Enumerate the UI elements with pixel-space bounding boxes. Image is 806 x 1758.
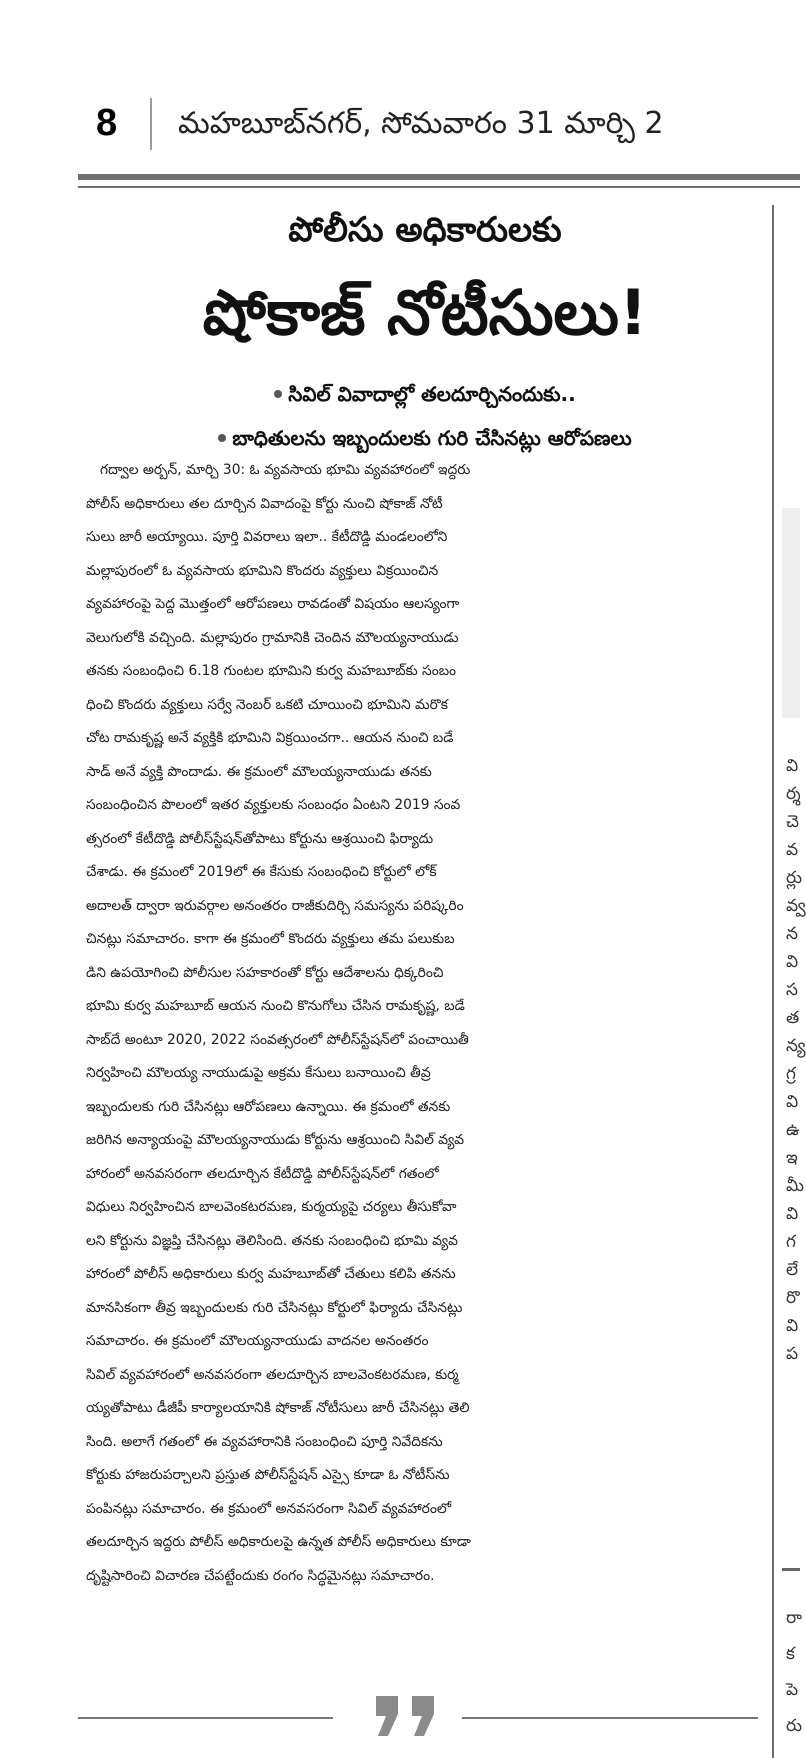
adjacent-fragment: మీ [786,1176,804,1196]
body-line: లని కోర్టును విజ్ఞప్తి చేసినట్లు తెలిసింది. తనకు సంబంధించి భూమి వ్యవ [86,1232,458,1249]
column-divider [772,205,774,1758]
body-line: గద్వాల అర్బన్, మార్చి 30: ఓ వ్యవసాయ భూమి వ్యవహారంలో ఇద్దరు [100,462,471,478]
body-line: కోర్టుకు హాజరుపర్చాలని ప్రస్తుత పోలీస్‌స్టేషన్ ఎస్సై కూడా ఓ నోటీస్‌ను [86,1467,450,1483]
adjacent-fragment: ఇ [786,1148,798,1168]
adjacent-fragment: స [786,980,798,1000]
body-line: య్యతోపాటు డీజీపీ కార్యాలయానికి షోకాజ్ నోటీసులు జారీ చేసినట్లు తెలి [86,1400,470,1416]
adjacent-fragment: వి [786,1204,799,1224]
body-line: పంపినట్లు సమాచారం. ఈ క్రమంలో అనవసరంగా సివిల్ వ్యవహారంలో [86,1500,452,1517]
dateline: మహబూబ్‌నగర్, సోమవారం 31 మార్చి 2 [178,106,664,141]
body-line: నిర్వహించి మౌలయ్య నాయుడుపై అక్రమ కేసులు బనాయించి తీవ్ర [86,1065,431,1081]
body-line: వెలుగులోకి వచ్చింది. మల్లాపురం గ్రామానికి చెందిన మౌలయ్యనాయుడు [86,629,459,646]
adjacent-fragment: వి [786,1092,799,1112]
body-line: హారంలో అనవసరంగా తలదూర్చిన కేటీదొడ్డి పోలీస్‌స్టేషన్‌లో గతంలో [86,1165,439,1182]
body-line: సాడ్ అనే వ్యక్తి పొందాడు. ఈ క్రమంలో మౌలయ్యనాయుడు తనకు [86,763,432,780]
body-line: ఇబ్బందులకు గురి చేసినట్లు ఆరోపణలు ఉన్నాయి. ఈ క్రమంలో తనకు [86,1098,451,1115]
adjacent-fragment: వి [786,756,799,776]
body-line: సులు జారీ అయ్యాయి. పూర్తి వివరాలు ఇలా.. కేటీదొడ్డి మండలంలోని [86,529,448,545]
end-rule-left [78,1717,333,1719]
adjacent-fragment: చె [786,812,799,832]
adjacent-fragment: లే [786,1260,799,1280]
deck-line [78,372,772,416]
body-line: విధులు నిర్వహించిన బాలవెంకటరమణ, కుర్మయ్యపై చర్యలు తీసుకోవా [86,1199,457,1215]
adjacent-fragment: న [786,924,798,944]
body-line: దృష్టిసారించి విచారణ చేపట్టేందుకు రంగం సిద్ధమైనట్లు సమాచారం. [86,1567,435,1584]
article-headline: షోకాజ్ నోటీసులు! [202,276,648,349]
adjacent-fragment: ప [786,1344,799,1364]
deck-text: బాధితులను ఇబ్బందులకు గురి చేసినట్లు ఆరోపణలు [232,426,632,450]
body-line: మానసికంగా తీవ్ర ఇబ్బందులకు గురి చేసినట్లు కోర్టులో ఫిర్యాదు చేసినట్లు [86,1299,463,1316]
adjacent-fragment: న్య [786,1036,806,1056]
article-decks [78,372,772,460]
adjacent-fragment: పె [786,1680,799,1700]
body-line: తనకు సంబంధించి 6.18 గుంటల భూమిని కుర్వ మహబూబ్‌కు సంబం [86,663,457,679]
adjacent-fragment: ఉ [786,1120,800,1140]
adjacent-column-shade [782,508,800,718]
body-line: అదాలత్ ద్వారా ఇరువర్గాల అనంతరం రాజీకుదిర్చి సమస్యను పరిష్కరిం [86,897,464,914]
body-line: చినట్లు సమాచారం. కాగా ఈ క్రమంలో కొందరు వ్యక్తులు తమ పలుకుబ [86,931,455,947]
masthead-divider [150,98,152,150]
bullet-icon [218,434,226,442]
adjacent-fragment: క [786,1644,795,1664]
adjacent-fragment: గ్ర [786,1064,796,1084]
body-line: ధించి కొందరు వ్యక్తులు సర్వే నెంబర్ ఒకటి చూయించి భూమిని మరొక [86,696,448,713]
body-line: త్సరంలో కేటీదొడ్డి పోలీస్‌స్టేషన్‌తోపాటు కోర్టును ఆశ్రయించి ఫిర్యాదు [86,830,434,847]
adjacent-column-fragments-lower [786,1600,800,1744]
adjacent-column-fragments [786,752,806,1368]
adjacent-fragment: ర్శ [786,784,801,804]
body-line: సివిల్ వ్యవహారంలో అనవసరంగా తలదూర్చిన బాలవెంకటరమణ, కుర్మ [86,1366,459,1383]
adjacent-fragment: వి [786,1316,799,1336]
masthead [0,92,800,162]
adjacent-fragment: రా [786,1608,802,1628]
adjacent-fragment: త [786,1008,800,1028]
body-line: పోలీస్ అధికారులు తల దూర్చిన వివాదంపై కోర్టు నుంచి షోకాజ్ నోటీ [86,495,443,512]
body-line: హారంలో పోలీస్ అధికారులు కుర్వ మహబూబ్‌తో చేతులు కలిపి తనను [86,1266,456,1282]
body-line: సాబ్‌దే అంటూ 2020, 2022 సంవత్సరంలో పోలీస్‌స్టేషన్‌లో పంచాయితీ [86,1031,469,1048]
header-rule-thin [78,186,800,188]
end-rule-right [462,1717,758,1719]
article-kicker: పోలీసు అధికారులకు [288,210,562,250]
bullet-icon [274,390,282,398]
body-line: చేశాడు. ఈ క్రమంలో 2019లో ఈ కేసుకు సంబంధించి కోర్టులో లోక్ [86,864,437,880]
deck-text: సివిల్ వివాదాల్లో తలదూర్చినందుకు.. [288,382,576,406]
body-line: జరిగిన అన్యాయంపై మౌలయ్యనాయుడు కోర్టును ఆశ్రయించి సివిల్ వ్యవ [86,1132,465,1148]
body-line: భూమి కుర్వ మహబూబ్ ఆయన నుంచి కొనుగోలు చేసిన రామకృష్ణ, బడే [86,998,465,1014]
adjacent-fragment: రొ [786,1288,800,1308]
body-line: తలదూర్చిన ఇద్దరు పోలీస్ అధికారులపై ఉన్నత పోలీస్ అధికారులు కూడా [86,1534,471,1550]
page-number: 8 [96,102,118,144]
adjacent-fragment: రు [786,1716,802,1736]
body-line: సంబంధించిన పొలంలో ఇతర వ్యక్తులకు సంబంధం ఏంటని 2019 సంవ [86,797,461,813]
body-line: చోట రామకృష్ణ అనే వ్యక్తికి భూమిని విక్రయించగా.. ఆయన నుంచి బడే [86,730,454,746]
body-line: వ్యవహారంపై పెద్ద మొత్తంలో ఆరోపణలు రావడంతో విషయం ఆలస్యంగా [86,596,460,612]
closing-quote-icon [368,1690,448,1740]
body-line: సింది. అలాగే గతంలో ఈ వ్యవహారానికి సంబంధించి పూర్తి నివేదికను [86,1433,443,1450]
adjacent-fragment: ర్లు [786,868,802,888]
adjacent-column-rule [782,1568,800,1571]
adjacent-fragment: వి [786,952,799,972]
article-body [86,454,762,1593]
adjacent-fragment: వ [786,840,799,860]
header-rule-thick [78,174,800,180]
adjacent-fragment: గ [786,1232,796,1252]
body-line: మల్లాపురంలో ఓ వ్యవసాయ భూమిని కొందరు వ్యక్తులు విక్రయించిన [86,562,439,579]
body-line: డిని ఉపయోగించి పోలీసుల సహకారంతో కోర్టు ఆదేశాలను ధిక్కరించి [86,964,444,981]
adjacent-fragment: వ్వ [786,896,806,916]
body-line: సమాచారం. ఈ క్రమంలో మౌలయ్యనాయుడు వాదనల అనంతరం [86,1333,429,1349]
